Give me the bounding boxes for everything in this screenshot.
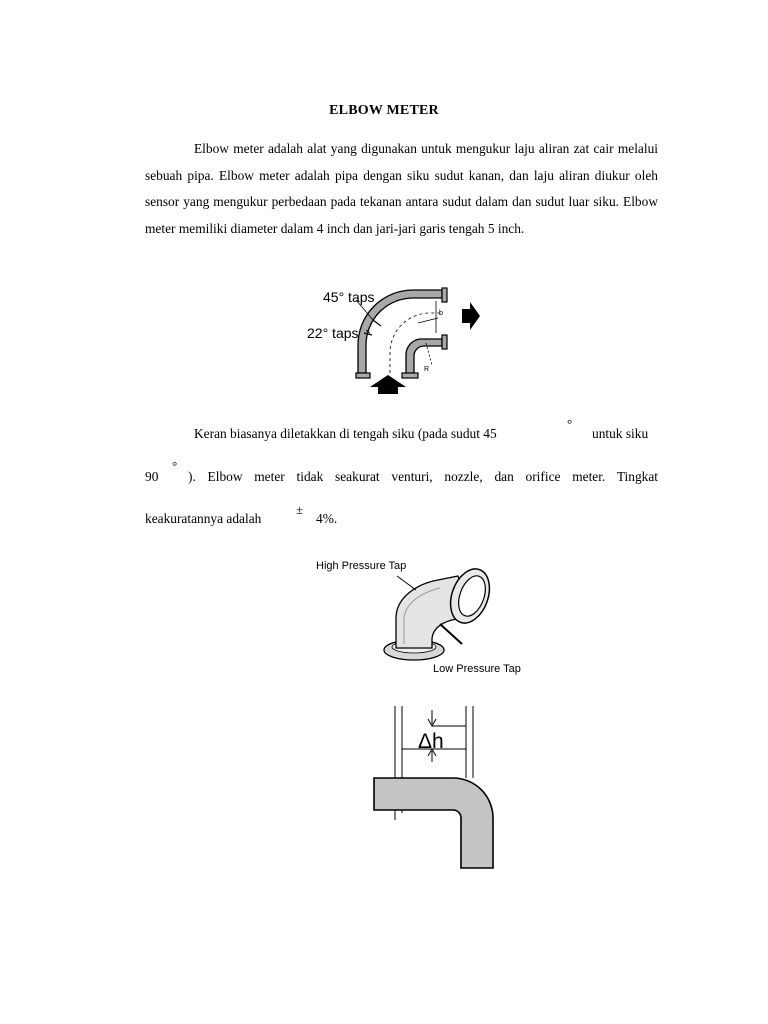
paragraph2-line2-start: 90	[145, 469, 159, 484]
paragraph2-line2: ). Elbow meter tidak seakurat venturi, nozzle, dan orifice meter. Tingkat	[188, 469, 658, 484]
right-flange-bottom	[442, 335, 447, 349]
paragraph2-line3: keakuratannya adalah	[145, 511, 262, 526]
dim-r-label: R	[424, 366, 430, 373]
page-title: ELBOW METER	[329, 103, 439, 118]
elbow-taps-diagram	[300, 283, 485, 400]
manometer-elbow-figure	[370, 702, 510, 870]
degree-symbol-1: °	[567, 416, 573, 431]
label-22-taps: 22° taps	[307, 325, 359, 341]
dim-b-label: b	[439, 310, 443, 317]
delta-h-label: Δh	[418, 730, 444, 753]
flow-arrow-right	[462, 302, 480, 330]
paragraph-intro-text: Elbow meter adalah alat yang digunakan untuk mengukur laju aliran zat cair melalui sebuah pipa. Elbow meter adalah pipa dengan siku sudut kanan, dan laju aliran diukur oleh sensor yang mengukur perbedaan pada tekanan antara sudut dalam dan sudut luar siku. Elbow meter memiliki diameter dalam 4 inch dan jari-jari garis tengah 5 inch.	[145, 141, 658, 236]
flow-arrow-up	[370, 375, 406, 394]
right-flange-top	[442, 288, 447, 302]
elbow-pressure-taps-figure	[312, 556, 542, 680]
label-45-taps: 45° taps	[323, 289, 375, 305]
degree-symbol-2: °	[172, 458, 178, 473]
bottom-flange-left	[356, 373, 370, 378]
low-pressure-label: Low Pressure Tap	[433, 663, 521, 675]
paragraph2-line3-end: 4%.	[316, 511, 338, 526]
bottom-flange-right	[402, 373, 418, 378]
dim-line-angle	[418, 318, 438, 323]
low-tap-pipe	[440, 624, 462, 644]
high-tap-line	[397, 576, 416, 590]
pipe-elbow	[374, 778, 493, 868]
paragraph2-line1: Keran biasanya diletakkan di tengah siku (pada sudut 45	[194, 426, 497, 441]
plus-minus-symbol: ±	[296, 502, 304, 517]
paragraph2-line1-end: untuk siku	[592, 426, 649, 441]
tap-45-mark	[373, 320, 381, 326]
high-pressure-label: High Pressure Tap	[316, 560, 407, 572]
paragraph-intro	[145, 136, 658, 242]
